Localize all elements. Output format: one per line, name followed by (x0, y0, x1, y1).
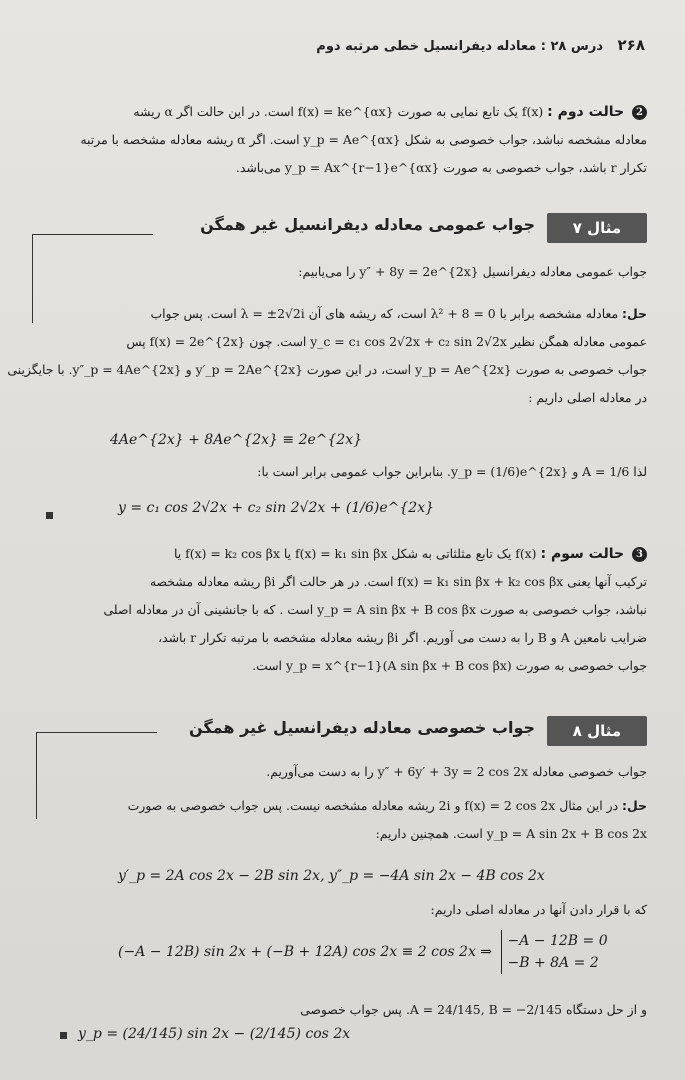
example7-solution-line-4: در معادله اصلی داریم : (528, 390, 647, 405)
example7-title: جواب عمومی معادله دیفرانسیل غیر همگن (200, 215, 535, 234)
case2-text-1: f(x) یک تابع نمایی به صورت f(x) = ke^{αx} است. در این حالت اگر α ریشه (133, 104, 544, 119)
case2-line-1 (30, 98, 647, 126)
example8-substitution-text: که با قرار دادن آنها در معادله اصلی داریم: (430, 902, 647, 917)
running-header (40, 36, 645, 54)
example7-solution-line-2: عمومی معادله همگن نظیر y_c = c₁ cos 2√2x + c₂ sin 2√2x است. چون f(x) = 2e^{2x} پس (126, 334, 647, 349)
example8-statement: جواب خصوصی معادله y″ + 6y′ + 3y = 2 cos 2x را به دست می‌آوریم. (266, 764, 647, 779)
case3-text-2: ترکیب آنها یعنی f(x) = k₁ sin βx + k₂ cos βx است. در هر حالت اگر βi ریشه معادله مشخصه (149, 574, 647, 589)
example8-substitution-block (30, 896, 647, 924)
case2-section (30, 98, 647, 182)
example8-title: جواب خصوصی معادله دیفرانسیل غیر همگن (188, 718, 535, 737)
example8-statement-block (30, 758, 647, 786)
example8-system-eq-2: −B + 8A = 2 (507, 955, 599, 971)
example7-conclusion: لذا A = 1/6 و y_p = (1/6)e^{2x}. بنابراین جواب عمومی برابر است با: (257, 464, 647, 479)
example8-tag: مثال ۸ (547, 716, 647, 746)
example7-solution-label: حل: (622, 306, 647, 321)
case3-title: حالت سوم : (540, 546, 625, 562)
end-of-proof-icon-2 (60, 1032, 67, 1039)
example8-final-equation: y_p = (24/145) sin 2x − (2/145) cos 2x (78, 1026, 351, 1042)
chapter-title: درس ۲۸ : معادله دیفرانسیل خطی مرتبه دوم (316, 39, 603, 54)
example7-statement: جواب عمومی معادله دیفرانسیل y″ + 8y = 2e^{2x} را می‌یابیم: (298, 264, 647, 279)
case3-line-1 (30, 540, 647, 568)
example8-system-eq-1: −A − 12B = 0 (507, 933, 608, 949)
case2-text-3: تکرار r باشد، جواب خصوصی به صورت y_p = Ax^{r−1}e^{αx} می‌باشد. (235, 160, 647, 175)
case3-section (30, 540, 647, 680)
example8-main-equation (118, 930, 608, 974)
example7-final-equation: y = c₁ cos 2√2x + c₂ sin 2√2x + (1/6)e^{2x} (118, 500, 434, 516)
case2-number-icon: 2 (632, 105, 647, 120)
example8-derivatives: y′_p = 2A cos 2x − 2B sin 2x, y″_p = −4A sin 2x − 4B cos 2x (118, 868, 545, 884)
case2-title: حالت دوم : (547, 104, 625, 120)
example7-equation-1: 4Ae^{2x} + 8Ae^{2x} ≡ 2e^{2x} (110, 432, 363, 448)
case2-text-2: معادله مشخصه نباشد، جواب خصوصی به شکل y_p = Ae^{αx} است. اگر α ریشه معادله مشخصه با مرتبه (80, 132, 647, 147)
page-number: ۲۶۸ (617, 36, 645, 54)
example7-solution-line-3: جواب خصوصی به صورت y_p = Ae^{2x} است، در این صورت y′_p = 2Ae^{2x} و y″_p = 4Ae^{2x}. با جایگزینی (7, 362, 647, 377)
example7-header (160, 213, 647, 243)
example7-statement-block (30, 258, 647, 286)
case3-number-icon: 3 (632, 547, 647, 562)
example8-system (501, 930, 608, 974)
example7-solution-line-1: معادله مشخصه برابر با λ² + 8 = 0 است، که ریشه های آن λ = ±2√2i است. پس جواب (150, 306, 619, 321)
example8-header (160, 716, 647, 746)
end-of-proof-icon (46, 512, 53, 519)
example7-conclusion-block (30, 458, 647, 486)
example8-equation-lhs: (−A − 12B) sin 2x + (−B + 12A) cos 2x ≡ 2 cos 2x ⇒ (118, 944, 493, 960)
case3-text-3: نباشد، جواب خصوصی به صورت y_p = A sin βx + B cos βx است . که با جانشینی آن در معادله اصلی (103, 602, 647, 617)
example8-solution-label: حل: (622, 798, 647, 813)
case3-text-5: جواب خصوصی به صورت y_p = x^{r−1}(A sin βx + B cos βx) است. (252, 658, 647, 673)
example8-final-block (30, 996, 647, 1024)
example8-solution-line-1: در این مثال f(x) = 2 cos 2x و 2i ریشه معادله مشخصه نیست. پس جواب خصوصی به صورت (127, 798, 619, 813)
case3-text-4: ضرایب نامعین A و B را به دست می آوریم. اگر βi ریشه معادله مشخصه با مرتبه تکرار r باشد، (158, 630, 647, 645)
example8-solution (30, 792, 647, 848)
case3-text-1: f(x) یک تابع مثلثاتی به شکل f(x) = k₁ sin βx یا f(x) = k₂ cos βx یا (174, 546, 537, 561)
example8-final-text: و از حل دستگاه A = 24/145, B = −2/145. پس جواب خصوصی (300, 1002, 647, 1017)
example7-solution (7, 300, 647, 412)
example8-solution-line-2: y_p = A sin 2x + B cos 2x است. همچنین داریم: (375, 826, 647, 841)
example7-tag: مثال ۷ (547, 213, 647, 243)
